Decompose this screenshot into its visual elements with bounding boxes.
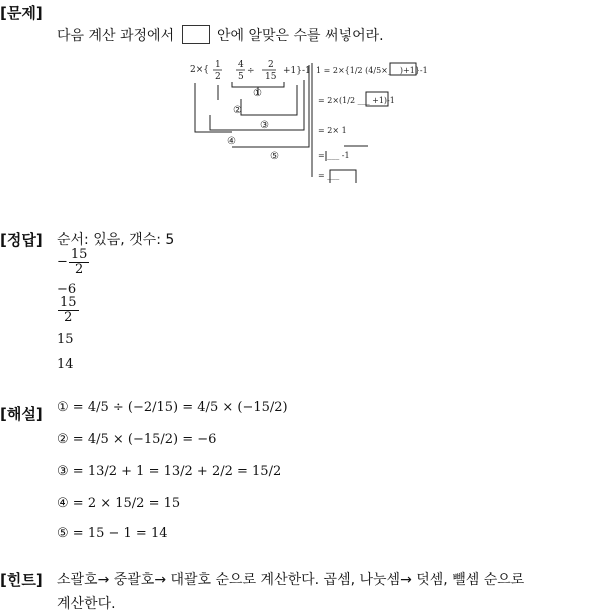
frac1-num: 1 bbox=[215, 60, 221, 70]
answer-1-num: 15 bbox=[70, 247, 88, 262]
bracket-1 bbox=[232, 82, 284, 87]
solution-expr-3: = 13/2 + 1 = 13/2 + 2/2 = 15/2 bbox=[72, 464, 282, 479]
answer-3-den: 2 bbox=[64, 309, 73, 325]
frac3-den: 15 bbox=[265, 72, 277, 82]
circle-label-3: ③ bbox=[260, 120, 269, 131]
answer-1-den: 2 bbox=[75, 261, 84, 277]
solution-mark-5: ⑤ bbox=[57, 526, 69, 541]
answer-3 bbox=[57, 296, 80, 324]
instruction-before: 다음 계산 과정에서 bbox=[57, 28, 175, 44]
solution-row-3 bbox=[57, 464, 281, 479]
solution-expr-4: = 2 × 15/2 = 15 bbox=[72, 496, 181, 511]
solution-mark-2: ② bbox=[57, 432, 69, 447]
step-4: = ___ -1 bbox=[318, 151, 350, 160]
solution-mark-1: ① bbox=[57, 400, 69, 415]
circle-label-2: ② bbox=[233, 105, 242, 116]
answer-4: 15 bbox=[57, 332, 74, 347]
blank-box bbox=[182, 25, 210, 44]
solution-row-1 bbox=[57, 400, 288, 415]
step-3: = 2× 1 bbox=[318, 126, 347, 135]
problem-instruction bbox=[57, 25, 384, 45]
solution-expr-5: = 15 − 1 = 14 bbox=[72, 526, 168, 541]
step-5: = ___ bbox=[318, 171, 340, 180]
frac1-den: 2 bbox=[215, 72, 221, 82]
answer-1-fraction bbox=[69, 248, 90, 276]
frac2-den: 5 bbox=[238, 72, 244, 82]
problem-tag: [문제] bbox=[0, 4, 43, 22]
step-1: 1 = 2×{1/2 (4/5×___)+1}-1 bbox=[316, 66, 428, 75]
answer-order-count: 순서: 있음, 갯수: 5 bbox=[57, 232, 175, 248]
bracket-3 bbox=[241, 85, 297, 115]
calculation-diagram bbox=[0, 55, 589, 245]
solution-expr-1: = 4/5 ÷ (−2/15) = 4/5 × (−15/2) bbox=[72, 400, 288, 415]
solution-expr-2: = 4/5 × (−15/2) = −6 bbox=[72, 432, 217, 447]
answer-5: 14 bbox=[57, 357, 74, 372]
div-sign: ÷ bbox=[247, 66, 255, 76]
step-2: = 2×(1/2 ___ +1)-1 bbox=[318, 96, 395, 105]
solution-row-5 bbox=[57, 526, 168, 541]
left-expr-lead: 2×{ bbox=[190, 65, 209, 75]
solution-mark-4: ④ bbox=[57, 496, 69, 511]
solution-mark-3: ③ bbox=[57, 464, 69, 479]
circle-label-4: ④ bbox=[227, 136, 236, 147]
hint-line-2: 계산한다. bbox=[57, 596, 116, 612]
frac2-num: 4 bbox=[238, 60, 244, 70]
answer-tag: [정답] bbox=[0, 231, 43, 249]
answer-2: −6 bbox=[57, 282, 77, 297]
instruction-after: 안에 알맞은 수를 써넣어라. bbox=[217, 28, 384, 44]
circle-label-5: ⑤ bbox=[270, 151, 279, 162]
answer-1-sign: − bbox=[57, 254, 68, 270]
circle-label-1: ① bbox=[253, 88, 262, 99]
solution-tag: [해설] bbox=[0, 405, 43, 423]
answer-3-num: 15 bbox=[60, 295, 77, 310]
hint-tag: [힌트] bbox=[0, 571, 43, 589]
left-expr-tail: +1}-1 bbox=[283, 66, 311, 76]
bracket-4-left bbox=[195, 83, 232, 132]
answer-1 bbox=[57, 248, 90, 276]
solution-row-4 bbox=[57, 496, 180, 511]
frac3-num: 2 bbox=[268, 60, 274, 70]
answer-3-fraction bbox=[58, 296, 79, 324]
solution-row-2 bbox=[57, 432, 216, 447]
hint-line-1: 소괄호→ 중괄호→ 대괄호 순으로 계산한다. 곱셈, 나눗셈→ 덧셈, 뺄셈 순으로 bbox=[57, 572, 525, 588]
